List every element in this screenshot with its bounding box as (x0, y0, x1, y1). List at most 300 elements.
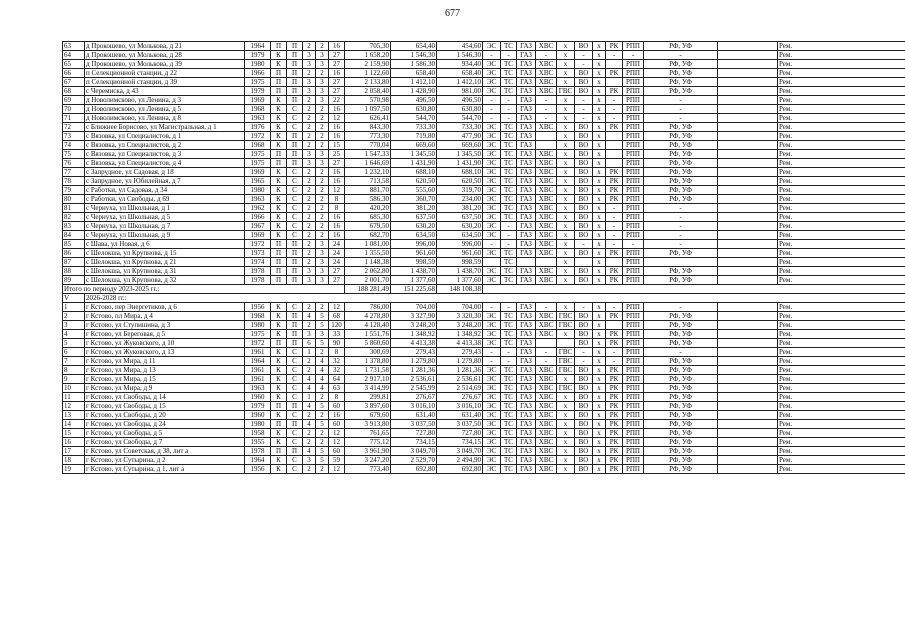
table-cell: ВО (575, 420, 593, 429)
table-cell: К (271, 321, 287, 330)
table-cell: ХВС (536, 321, 557, 330)
table-cell: РК (606, 366, 623, 375)
table-cell: х (593, 465, 606, 474)
total-value-1: 188 281,49 (345, 285, 391, 294)
table-cell: 4 (316, 375, 329, 384)
table-cell: ГАЗ (517, 447, 536, 456)
table-cell: х (557, 402, 575, 411)
table-cell: ВО (575, 456, 593, 465)
table-cell: С (287, 375, 303, 384)
table-cell: ГАЗ (517, 87, 536, 96)
table-cell: 13 (63, 411, 85, 420)
table-cell: К (271, 429, 287, 438)
table-cell: х (593, 141, 606, 150)
table-cell: х (593, 447, 606, 456)
table-cell: 733,30 (437, 123, 483, 132)
table-cell: - (501, 96, 517, 105)
table-cell: К (271, 303, 287, 312)
table-cell (718, 330, 778, 339)
table-cell: С (287, 303, 303, 312)
table-cell: 1 731,58 (345, 366, 391, 375)
table-cell: - (623, 51, 644, 60)
table-cell: ВО (575, 438, 593, 447)
table-cell: ГАЗ (517, 303, 536, 312)
table-cell: РПП (623, 96, 644, 105)
table-cell: ЭС (483, 321, 501, 330)
table-cell: РФ, УФ (644, 267, 718, 276)
table-cell: 16 (329, 42, 345, 51)
table-cell: 82 (63, 213, 85, 222)
table-cell: ЭС (483, 375, 501, 384)
table-cell (606, 60, 623, 69)
table-cell: Рем. (778, 267, 905, 276)
table-cell: 3 049,70 (437, 447, 483, 456)
table-cell: г Кстово, ул Советская, д 38, лит а (85, 447, 245, 456)
table-cell: 3 016,10 (437, 402, 483, 411)
table-cell: 705,30 (345, 42, 391, 51)
table-cell: С (287, 222, 303, 231)
table-cell: С (287, 204, 303, 213)
table-cell: 16 (329, 222, 345, 231)
table-cell: п Селекционной станции, д 39 (85, 78, 245, 87)
table-cell: ВО (575, 429, 593, 438)
table-cell: ВО (575, 69, 593, 78)
table-cell: РПП (623, 330, 644, 339)
table-cell: г Кстово, пл Мира, д 4 (85, 312, 245, 321)
table-cell: П (271, 240, 287, 249)
table-cell: П (287, 330, 303, 339)
table-cell: 25 (329, 150, 345, 159)
table-cell: с Работки, ул Садовая, д 34 (85, 186, 245, 195)
table-cell: П (271, 159, 287, 168)
table-cell: Рем. (778, 141, 905, 150)
table-cell: ХВС (536, 159, 557, 168)
table-cell: Рем. (778, 105, 905, 114)
table-cell: 3 (303, 330, 316, 339)
table-cell: К (271, 195, 287, 204)
table-cell: ТС (501, 60, 517, 69)
table-cell: 1960 (245, 393, 271, 402)
table-cell: 3 (316, 87, 329, 96)
table-cell: х (557, 96, 575, 105)
table-cell: х (593, 267, 606, 276)
table-cell: РФ, УФ (644, 420, 718, 429)
table-cell: 981,00 (437, 87, 483, 96)
table-cell: с Шелокша, ул Крупнова, д 15 (85, 249, 245, 258)
table-cell (718, 465, 778, 474)
table-cell: ЭС (483, 60, 501, 69)
table-cell: 1 658,20 (345, 51, 391, 60)
table-cell: х (557, 213, 575, 222)
table-cell: х (593, 276, 606, 285)
table-cell: 1979 (245, 402, 271, 411)
table-row (63, 96, 905, 105)
table-cell: РФ, УФ (644, 123, 718, 132)
table-cell: РПП (623, 123, 644, 132)
table-cell: 2 (303, 429, 316, 438)
table-cell: 4 (63, 330, 85, 339)
table-cell: 234,00 (437, 195, 483, 204)
table-cell: РПП (623, 393, 644, 402)
table-cell: 2 (316, 186, 329, 195)
table-cell: К (271, 204, 287, 213)
table-cell: ТС (501, 87, 517, 96)
table-cell: с Шелокша, ул Крупнова, д 32 (85, 276, 245, 285)
table-cell: 15 (63, 429, 85, 438)
table-cell: ЭС (483, 312, 501, 321)
table-cell: 570,98 (345, 96, 391, 105)
table-cell: РПП (623, 456, 644, 465)
table-cell: 1 348,92 (437, 330, 483, 339)
table-cell: ГАЗ (517, 438, 536, 447)
table-cell: ГАЗ (517, 204, 536, 213)
table-cell: РФ, УФ (644, 357, 718, 366)
table-cell: ВО (575, 78, 593, 87)
table-cell: РПП (623, 384, 644, 393)
table-cell (536, 141, 557, 150)
table-cell: РФ, УФ (644, 186, 718, 195)
table-cell: х (593, 213, 606, 222)
table-cell: 12 (329, 465, 345, 474)
table-cell: П (287, 420, 303, 429)
table-cell: 3 (303, 276, 316, 285)
table-cell: ВО (575, 384, 593, 393)
table-cell: 8 (329, 393, 345, 402)
table-cell: - (483, 303, 501, 312)
table-cell (718, 168, 778, 177)
table-cell (606, 321, 623, 330)
table-cell: П (287, 132, 303, 141)
table-row (63, 465, 905, 474)
table-cell: - (483, 348, 501, 357)
table-cell: РК (606, 465, 623, 474)
table-cell: РФ, УФ (644, 447, 718, 456)
table-cell: 692,80 (391, 465, 437, 474)
table-cell: С (287, 177, 303, 186)
table-cell: 3 (316, 150, 329, 159)
table-cell: ГАЗ (517, 240, 536, 249)
table-cell: Рем. (778, 114, 905, 123)
table-cell: Рем. (778, 258, 905, 267)
table-cell: 27 (329, 267, 345, 276)
table-cell: 773,30 (345, 132, 391, 141)
table-cell: 1980 (245, 60, 271, 69)
table-cell (536, 258, 557, 267)
table-cell: П (287, 447, 303, 456)
table-cell: С (287, 195, 303, 204)
table-cell: 2 (303, 132, 316, 141)
table-cell: 83 (63, 222, 85, 231)
table-cell: 2 (303, 213, 316, 222)
table-cell: Рем. (778, 186, 905, 195)
table-cell: РК (606, 177, 623, 186)
table-cell: х (593, 303, 606, 312)
table-cell: К (271, 105, 287, 114)
table-cell: 1 412,10 (437, 78, 483, 87)
table-cell: 2 (316, 213, 329, 222)
table-cell: РПП (623, 114, 644, 123)
table-cell: ГАЗ (517, 132, 536, 141)
table-cell: Рем. (778, 384, 905, 393)
table-cell: ВО (575, 402, 593, 411)
table-row (63, 123, 905, 132)
table-cell: 2 (316, 222, 329, 231)
table-cell: К (271, 60, 287, 69)
table-cell: Рем. (778, 429, 905, 438)
table-cell: 76 (63, 159, 85, 168)
table-cell: 1 377,60 (437, 276, 483, 285)
table-cell: 1964 (245, 456, 271, 465)
table-cell: 1969 (245, 231, 271, 240)
table-cell: 1968 (245, 312, 271, 321)
table-cell: 12 (329, 429, 345, 438)
table-cell: 1 355,50 (345, 249, 391, 258)
table-cell: 14 (63, 420, 85, 429)
table-cell: 120 (329, 321, 345, 330)
table-cell: ГВС (557, 357, 575, 366)
table-cell: 1956 (245, 465, 271, 474)
table-cell: РФ, УФ (644, 42, 718, 51)
table-cell (718, 213, 778, 222)
table-cell: х (557, 438, 575, 447)
table-cell: РК (606, 375, 623, 384)
table-cell (718, 195, 778, 204)
table-row (63, 186, 905, 195)
table-cell: 3 320,30 (437, 312, 483, 321)
table-cell: РК (606, 123, 623, 132)
table-row (63, 249, 905, 258)
table-cell: с Ближнее Борисово, ул Магистральная, д 1 (85, 123, 245, 132)
table-cell: Рем. (778, 420, 905, 429)
table-cell: РПП (623, 222, 644, 231)
table-cell: 2 (316, 204, 329, 213)
table-cell: 620,50 (391, 177, 437, 186)
table-row (63, 87, 905, 96)
table-cell (718, 240, 778, 249)
table-cell: 1968 (245, 141, 271, 150)
table-cell: 1969 (245, 168, 271, 177)
table-cell: с Вязовка, ул Специалистов, д 3 (85, 150, 245, 159)
table-cell: П (287, 258, 303, 267)
table-cell: 32 (329, 366, 345, 375)
table-cell: 420,20 (345, 204, 391, 213)
table-cell: 1964 (245, 357, 271, 366)
table-cell: РПП (623, 258, 644, 267)
table-cell: 1978 (245, 447, 271, 456)
table-cell (718, 186, 778, 195)
table-cell: РПП (623, 78, 644, 87)
table-cell: К (271, 393, 287, 402)
table-cell: - (536, 114, 557, 123)
table-cell: х (593, 231, 606, 240)
table-cell: 1965 (245, 177, 271, 186)
table-cell: 1972 (245, 240, 271, 249)
table-cell (718, 402, 778, 411)
table-cell: 15 (329, 141, 345, 150)
table-cell: 1980 (245, 186, 271, 195)
table-cell: 12 (329, 114, 345, 123)
table-cell: 786,00 (345, 303, 391, 312)
table-cell: ГАЗ (517, 150, 536, 159)
table-cell: С (287, 438, 303, 447)
table-cell: 5 (316, 402, 329, 411)
table-cell: К (271, 177, 287, 186)
table-cell: х (557, 222, 575, 231)
table-cell: г Кстово, ул Сутырина, д 1, лит а (85, 465, 245, 474)
table-cell: ВО (575, 123, 593, 132)
table-cell: д Прокошево, ул Молькова, д 39 (85, 60, 245, 69)
table-cell: 2 (316, 177, 329, 186)
table-cell: 682,70 (345, 231, 391, 240)
table-cell: - (606, 348, 623, 357)
table-cell: 1 281,36 (391, 366, 437, 375)
table-cell: ВО (575, 87, 593, 96)
table-cell: С (287, 393, 303, 402)
table-cell: РФ, УФ (644, 87, 718, 96)
table-cell: 360,70 (391, 195, 437, 204)
table-cell: П (287, 141, 303, 150)
table-cell: 679,60 (345, 411, 391, 420)
table-cell: 2 (303, 123, 316, 132)
table-cell: РПП (623, 321, 644, 330)
table-cell: С (287, 168, 303, 177)
table-cell: д Прокошево, ул Молькова, д 28 (85, 51, 245, 60)
table-cell: 961,60 (391, 249, 437, 258)
table-cell: - (536, 96, 557, 105)
table-cell: ВО (575, 375, 593, 384)
table-cell: 381,20 (391, 204, 437, 213)
table-cell (575, 258, 593, 267)
table-cell: ГАЗ (517, 402, 536, 411)
table-cell: - (644, 231, 718, 240)
table-cell: 733,30 (391, 123, 437, 132)
table-cell: 381,20 (437, 204, 483, 213)
table-cell: 4 (316, 357, 329, 366)
table-cell: РК (606, 384, 623, 393)
table-row (63, 393, 905, 402)
table-cell: ГАЗ (517, 348, 536, 357)
table-row (63, 159, 905, 168)
table-cell: 299,81 (345, 393, 391, 402)
table-cell: ХВС (536, 267, 557, 276)
table-cell: 16 (329, 105, 345, 114)
housing-table (62, 41, 905, 474)
table-cell (718, 375, 778, 384)
table-cell (718, 348, 778, 357)
table-cell: РФ, УФ (644, 159, 718, 168)
table-cell: 63 (63, 42, 85, 51)
table-cell: К (271, 384, 287, 393)
table-cell: х (557, 42, 575, 51)
table-cell: х (593, 438, 606, 447)
table-cell: 16 (329, 123, 345, 132)
table-cell: П (287, 150, 303, 159)
table-cell: 1 348,92 (391, 330, 437, 339)
table-cell: 2 062,80 (345, 267, 391, 276)
table-cell: 3 (63, 321, 85, 330)
table-cell: 64 (63, 51, 85, 60)
table-cell: 2 (316, 42, 329, 51)
table-cell: ЭС (483, 393, 501, 402)
table-cell: - (606, 222, 623, 231)
table-cell: - (501, 240, 517, 249)
table-cell: РПП (623, 276, 644, 285)
table-cell: г Кстово, ул Свободы, д 5 (85, 429, 245, 438)
table-cell: К (271, 411, 287, 420)
table-cell: Рем. (778, 411, 905, 420)
table-row (63, 222, 905, 231)
table-cell: 2 (303, 204, 316, 213)
table-cell: 27 (329, 60, 345, 69)
table-cell: Рем. (778, 204, 905, 213)
table-cell: ЭС (483, 222, 501, 231)
table-cell: - (575, 105, 593, 114)
table-cell: - (606, 105, 623, 114)
table-cell: ЭС (483, 213, 501, 222)
table-cell: х (557, 465, 575, 474)
table-cell: 2 917,10 (345, 375, 391, 384)
table-cell: 1962 (245, 204, 271, 213)
table-cell: 2 (63, 312, 85, 321)
table-cell: ТС (501, 78, 517, 87)
table-cell: - (644, 105, 718, 114)
table-cell: 1975 (245, 150, 271, 159)
table-cell: 2 (303, 321, 316, 330)
table-cell (718, 447, 778, 456)
table-cell: 19 (63, 465, 85, 474)
table-cell: 4 (303, 375, 316, 384)
table-cell: ЭС (483, 429, 501, 438)
table-cell: РК (606, 438, 623, 447)
table-cell: 276,67 (437, 393, 483, 402)
table-cell: 2 (303, 438, 316, 447)
table-cell: 773,40 (345, 465, 391, 474)
table-cell: 3 (316, 60, 329, 69)
table-cell: ВО (575, 213, 593, 222)
table-cell: х (593, 411, 606, 420)
table-cell: 2 (316, 303, 329, 312)
table-cell: 69 (63, 96, 85, 105)
table-cell: 1975 (245, 78, 271, 87)
table-cell: ГАЗ (517, 375, 536, 384)
table-cell: ГАЗ (517, 276, 536, 285)
table-cell: П (287, 267, 303, 276)
table-cell: РК (606, 447, 623, 456)
table-cell: 16 (329, 177, 345, 186)
table-cell: Рем. (778, 447, 905, 456)
table-cell: 1 646,69 (345, 159, 391, 168)
table-cell: - (606, 357, 623, 366)
table-cell: 1 377,60 (391, 276, 437, 285)
table-row (63, 429, 905, 438)
table-cell: 1980 (245, 321, 271, 330)
table-cell: - (644, 114, 718, 123)
table-cell: д Новолимсково, ул Ленина, д 5 (85, 105, 245, 114)
table-cell: 1975 (245, 330, 271, 339)
table-cell: П (287, 321, 303, 330)
table-cell: С (287, 348, 303, 357)
table-cell: с Вязовка, ул Специалистов, д 2 (85, 141, 245, 150)
table-cell: ХВС (536, 465, 557, 474)
table-cell: 2 (303, 42, 316, 51)
table-cell: ХВС (536, 69, 557, 78)
table-cell: РК (606, 456, 623, 465)
table-cell: 17 (63, 447, 85, 456)
table-row (63, 348, 905, 357)
table-cell: ТС (501, 132, 517, 141)
table-cell: П (287, 69, 303, 78)
table-cell: 637,50 (437, 213, 483, 222)
